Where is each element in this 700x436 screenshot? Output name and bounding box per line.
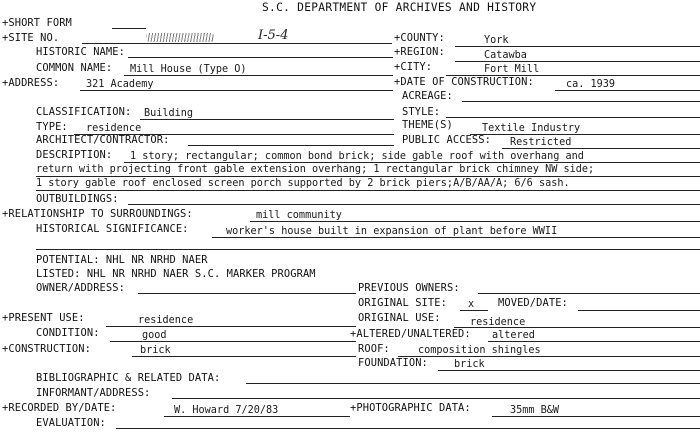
address-label: +ADDRESS:: [2, 77, 60, 89]
address-line: [80, 90, 393, 91]
foundation-value: brick: [454, 359, 485, 370]
description-line-3: 1 story gable roof enclosed screen porch supported by 2 brick piers;A/B/AA/A; 6/6 sash.: [36, 178, 570, 189]
altered-line: [488, 341, 700, 342]
roof-line: [398, 356, 700, 357]
public-access-value: Restricted: [510, 137, 572, 148]
region-label: +REGION:: [394, 46, 445, 58]
altered-value: altered: [492, 330, 535, 341]
common-name-value: Mill House (Type O): [130, 64, 247, 75]
architect-label: ARCHITECT/CONTRACTOR:: [36, 134, 170, 146]
date-of-construction-label: +DATE OF CONSTRUCTION:: [394, 76, 534, 88]
common-name-line: [124, 75, 393, 76]
city-value: Fort Mill: [484, 64, 540, 75]
region-value: Catawba: [484, 50, 527, 61]
owner-address-line: [138, 293, 356, 294]
historic-name-label: HISTORIC NAME:: [36, 46, 125, 58]
themes-value: Textile Industry: [482, 123, 581, 134]
type-label: TYPE:: [36, 121, 68, 133]
county-line: [455, 46, 700, 47]
evaluation-label: EVALUATION:: [36, 417, 106, 429]
altered-label: +ALTERED/UNALTERED:: [350, 328, 471, 340]
county-value: York: [484, 35, 509, 46]
construction-line: [132, 356, 356, 357]
site-no-value: I-5-4: [258, 28, 289, 43]
outbuildings-label: OUTBUILDINGS:: [36, 193, 119, 205]
bibliographic-line: [246, 383, 700, 384]
present-use-label: +PRESENT USE:: [2, 312, 85, 324]
architect-line: [188, 145, 394, 146]
county-label: +COUNTY:: [394, 32, 445, 44]
classification-value: Building: [144, 108, 194, 119]
recorded-by-value: W. Howard 7/20/83: [174, 405, 279, 416]
short-form-label: +SHORT FORM: [2, 17, 72, 29]
short-form-line: [112, 28, 146, 29]
description-underline-2: [36, 176, 700, 177]
construction-value: brick: [140, 345, 171, 356]
style-line: [446, 117, 700, 118]
public-access-line: [502, 148, 700, 149]
historical-significance-line-2: [36, 249, 700, 250]
owner-address-label: OWNER/ADDRESS:: [36, 282, 125, 294]
description-line-1: 1 story; rectangular; common bond brick; side gable roof with overhang and: [130, 151, 584, 162]
moved-date-label: MOVED/DATE:: [498, 297, 568, 309]
roof-value: composition shingles: [418, 345, 541, 356]
address-value: 321 Academy: [86, 79, 154, 90]
original-use-label: ORIGINAL USE:: [358, 312, 441, 324]
historic-name-line: [128, 57, 393, 58]
roof-label: ROOF:: [358, 343, 390, 355]
themes-line: [470, 134, 700, 135]
original-site-value: x: [468, 299, 475, 310]
historical-significance-label: HISTORICAL SIGNIFICANCE:: [36, 223, 189, 235]
foundation-line: [438, 370, 700, 371]
condition-label: CONDITION:: [36, 327, 100, 339]
informant-label: INFORMANT/ADDRESS:: [36, 387, 151, 399]
date-of-construction-value: ca. 1939: [566, 79, 616, 90]
present-use-line: [106, 326, 356, 327]
foundation-label: FOUNDATION:: [358, 357, 428, 369]
themes-label: THEME(S): [402, 119, 453, 131]
site-no-label: +SITE NO.: [2, 32, 60, 44]
description-label: DESCRIPTION:: [36, 149, 113, 161]
relationship-value: mill community: [256, 210, 342, 221]
moved-date-line: [578, 310, 700, 311]
original-site-label: ORIGINAL SITE:: [358, 297, 447, 309]
relationship-label: +RELATIONSHIP TO SURROUNDINGS:: [2, 208, 193, 220]
original-use-value: residence: [470, 317, 526, 328]
outbuildings-line: [128, 204, 700, 205]
region-line: [455, 61, 700, 62]
condition-line: [110, 341, 356, 342]
original-site-line: [460, 310, 488, 311]
description-underline-1: [124, 162, 700, 163]
form-title: S.C. DEPARTMENT OF ARCHIVES AND HISTORY: [262, 1, 537, 14]
photographic-data-label: +PHOTOGRAPHIC DATA:: [350, 402, 471, 414]
city-label: +CITY:: [394, 61, 433, 73]
listed-row: LISTED: NHL NR NRHD NAER S.C. MARKER PROGRAM: [36, 268, 316, 280]
bibliographic-label: BIBLIOGRAPHIC & RELATED DATA:: [36, 372, 221, 384]
previous-owners-label: PREVIOUS OWNERS:: [358, 282, 460, 294]
public-access-label: PUBLIC ACCESS:: [402, 134, 491, 146]
acreage-label: ACREAGE:: [402, 90, 453, 102]
construction-label: +CONSTRUCTION:: [2, 343, 91, 355]
recorded-by-line: [164, 416, 350, 417]
classification-label: CLASSIFICATION:: [36, 106, 132, 118]
classification-line: [140, 119, 394, 120]
historical-significance-line: [212, 237, 700, 238]
description-underline-3: [36, 190, 700, 191]
site-no-line: [82, 43, 392, 44]
evaluation-line: [116, 428, 700, 429]
photographic-data-line: [492, 416, 700, 417]
common-name-label: COMMON NAME:: [36, 62, 113, 74]
potential-row: POTENTIAL: NHL NR NRHD NAER: [36, 254, 208, 266]
acreage-line: [462, 101, 700, 102]
informant-line: [172, 398, 700, 399]
date-of-construction-line: [555, 90, 700, 91]
previous-owners-line: [478, 293, 700, 294]
present-use-value: residence: [138, 315, 194, 326]
relationship-line: [250, 221, 700, 222]
description-line-2: return with projecting front gable extension overhang; 1 rectangular brick chimney NW side;: [36, 164, 595, 175]
type-value: residence: [86, 123, 142, 134]
redacted-scribble: [146, 33, 214, 42]
original-use-line: [454, 327, 700, 328]
historical-significance-value: worker's house built in expansion of plant before WWII: [226, 226, 558, 237]
recorded-by-label: +RECORDED BY/DATE:: [2, 402, 117, 414]
condition-value: good: [142, 330, 167, 341]
style-label: STYLE:: [402, 106, 441, 118]
photographic-data-value: 35mm B&W: [510, 405, 560, 416]
